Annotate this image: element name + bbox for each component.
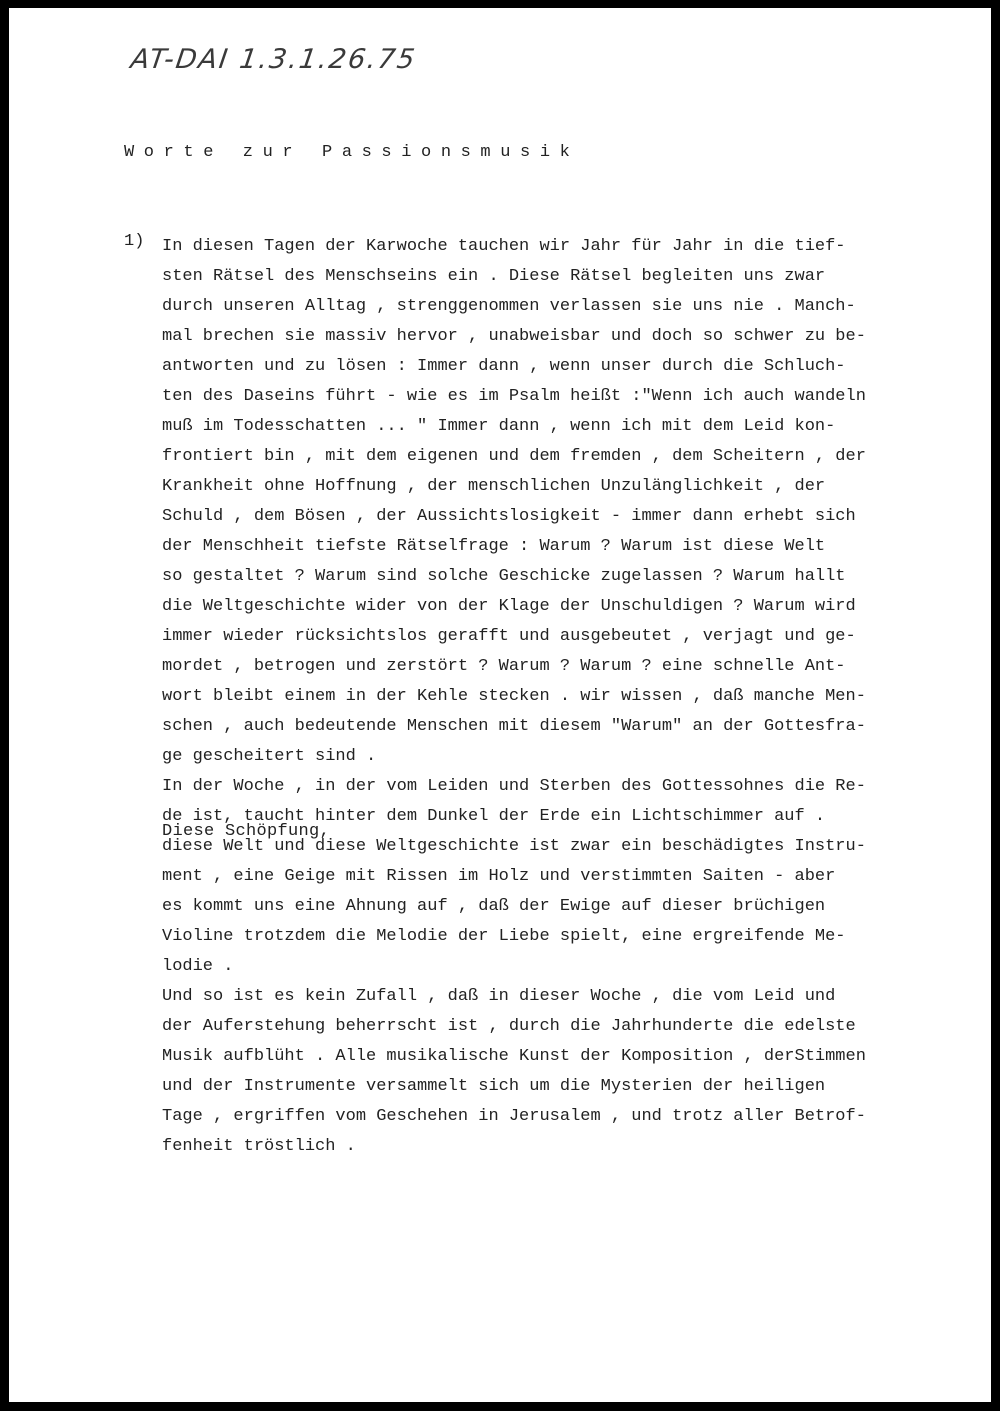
text-line: ment , eine Geige mit Rissen im Holz und verstimmten Saiten - aber <box>162 867 836 886</box>
text-line: der Menschheit tiefste Rätselfrage : Warum ? Warum ist diese Welt <box>162 537 826 556</box>
text-line: Schuld , dem Bösen , der Aussichtslosigkeit - immer dann erhebt sich <box>162 507 856 526</box>
body-text <box>162 232 984 1162</box>
text-line: es kommt uns eine Ahnung auf , daß der Ewige auf dieser brüchigen <box>162 897 826 916</box>
section-number: 1) <box>124 232 145 251</box>
text-line: diese Welt und diese Weltgeschichte ist zwar ein beschädigtes Instru- <box>162 837 866 856</box>
text-line: so gestaltet ? Warum sind solche Geschicke zugelassen ? Warum hallt <box>162 567 846 586</box>
text-line: Tage , ergriffen vom Geschehen in Jerusalem , und trotz aller Betrof- <box>162 1107 866 1126</box>
text-line: schen , auch bedeutende Menschen mit diesem "Warum" an der Gottesfra- <box>162 717 866 736</box>
text-line: lodie . <box>162 957 234 976</box>
text-line: In diesen Tagen der Karwoche tauchen wir Jahr für Jahr in die tief- <box>162 237 846 256</box>
text-line: ten des Daseins führt - wie es im Psalm heißt :"Wenn ich auch wandeln <box>162 387 866 406</box>
text-line: Violine trotzdem die Melodie der Liebe spielt, eine ergreifende Me- <box>162 927 846 946</box>
text-line: frontiert bin , mit dem eigenen und dem fremden , dem Scheitern , der <box>162 447 866 466</box>
text-line: muß im Todesschatten ... " Immer dann , wenn ich mit dem Leid kon- <box>162 417 836 436</box>
text-line: die Weltgeschichte wider von der Klage der Unschuldigen ? Warum wird <box>162 597 856 616</box>
text-line: mordet , betrogen und zerstört ? Warum ? Warum ? eine schnelle Ant- <box>162 657 846 676</box>
text-line: Und so ist es kein Zufall , daß in dieser Woche , die vom Leid und <box>162 987 836 1006</box>
text-line: In der Woche , in der vom Leiden und Sterben des Gottessohnes die Re- <box>162 777 866 796</box>
document-page <box>9 8 991 1402</box>
text-line: wort bleibt einem in der Kehle stecken . wir wissen , daß manche Men- <box>162 687 866 706</box>
text-line: Krankheit ohne Hoffnung , der menschlichen Unzulänglichkeit , der <box>162 477 826 496</box>
text-line: de ist, taucht hinter dem Dunkel der Erde ein Lichtschimmer auf . <box>162 807 826 826</box>
text-line: und der Instrumente versammelt sich um die Mysterien der heiligen <box>162 1077 826 1096</box>
text-line: mal brechen sie massiv hervor , unabweisbar und doch so schwer zu be- <box>162 327 866 346</box>
archive-id-handwritten: AT-DAI 1.3.1.26.75 <box>128 44 419 75</box>
text-line: fenheit tröstlich . <box>162 1137 356 1156</box>
text-line: der Auferstehung beherrscht ist , durch die Jahrhunderte die edelste <box>162 1017 856 1036</box>
text-line: Musik aufblüht . Alle musikalische Kunst der Komposition , derStimmen <box>162 1047 866 1066</box>
overtyped-correction: Diese Schöpfung, <box>162 822 331 841</box>
text-line: immer wieder rücksichtslos gerafft und ausgebeutet , verjagt und ge- <box>162 627 856 646</box>
text-line: antworten und zu lösen : Immer dann , wenn unser durch die Schluch- <box>162 357 846 376</box>
text-line: durch unseren Alltag , strenggenommen verlassen sie uns nie . Manch- <box>162 297 856 316</box>
document-title: Worte zur Passionsmusik <box>124 143 580 162</box>
text-line: ge gescheitert sind . <box>162 747 377 766</box>
text-line: sten Rätsel des Menschseins ein . Diese Rätsel begleiten uns zwar <box>162 267 826 286</box>
